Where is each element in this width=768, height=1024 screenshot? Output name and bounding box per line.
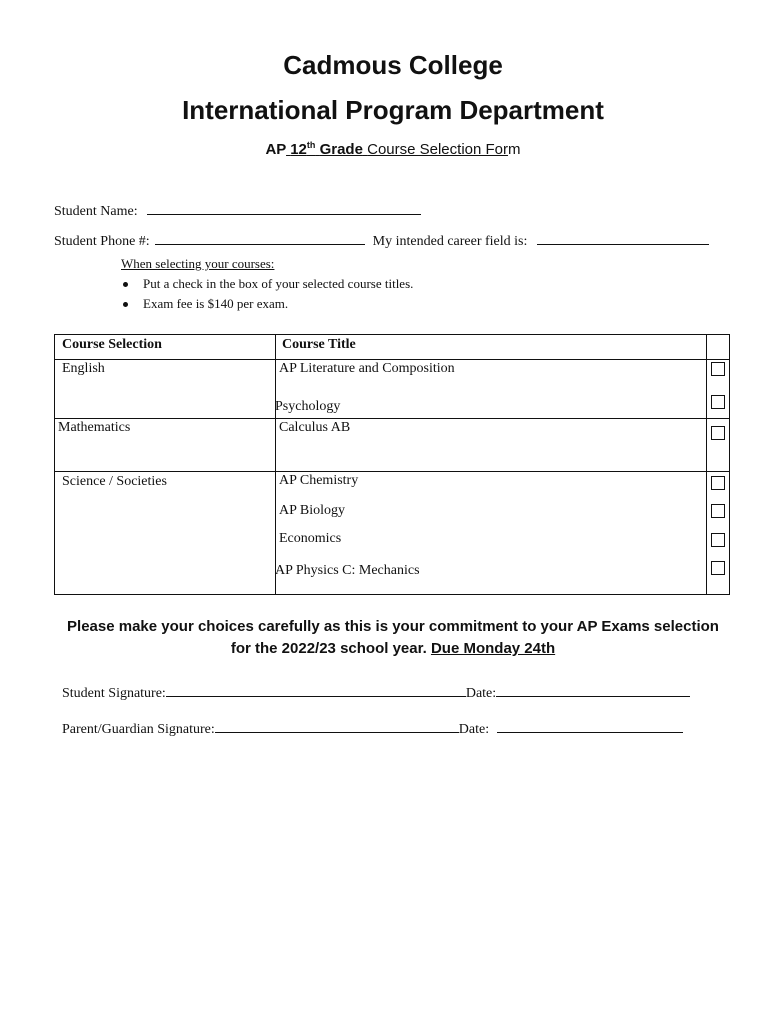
form-title-grade-word: Grade: [319, 141, 363, 158]
instructions: [121, 256, 413, 316]
student-phone-label: Student Phone #:: [54, 234, 150, 249]
student-signature-label: Student Signature:: [62, 686, 166, 701]
course-selection-table: [54, 334, 730, 595]
form-title-ap: AP: [265, 141, 287, 158]
course-title: AP Biology: [279, 503, 345, 518]
parent-signature-field[interactable]: [215, 718, 459, 733]
table-divider: [55, 418, 729, 419]
department-name: International Program Department: [182, 95, 604, 125]
student-name-label: Student Name:: [54, 204, 138, 219]
selection-english: English: [62, 361, 105, 376]
course-checkbox-ap-biology[interactable]: [711, 504, 725, 518]
commitment-notice: [0, 616, 768, 660]
course-title: Calculus AB: [279, 420, 351, 435]
course-checkbox-ap-chemistry[interactable]: [711, 476, 725, 490]
selection-mathematics: Mathematics: [58, 420, 131, 435]
form-title: [0, 140, 768, 158]
course-title: Economics: [279, 531, 342, 546]
career-field-input[interactable]: [537, 230, 709, 245]
header-course-selection: Course Selection: [62, 337, 162, 352]
career-field-label: My intended career field is:: [372, 234, 528, 249]
student-phone-row: [54, 230, 709, 250]
course-title: AP Physics C: Mechanics: [275, 563, 420, 578]
instructions-list: [121, 276, 413, 312]
form-title-course-selection: Course Selection For: [367, 141, 509, 158]
form-title-grade-number: 12: [290, 141, 307, 158]
course-title: AP Literature and Composition: [279, 361, 455, 376]
notice-line-1: Please make your choices carefully as this is your commitment to your AP Exams selection: [67, 618, 719, 635]
form-title-grade-suffix: th: [306, 140, 316, 150]
course-checkbox-calculus-ab[interactable]: [711, 426, 725, 440]
course-title: Psychology: [275, 399, 341, 414]
table-divider: [275, 335, 276, 594]
course-checkbox-psychology[interactable]: [711, 395, 725, 409]
student-date-field[interactable]: [496, 682, 690, 697]
course-checkbox-ap-physics[interactable]: [711, 561, 725, 575]
course-title: AP Chemistry: [279, 473, 359, 488]
course-checkbox-ap-literature[interactable]: [711, 362, 725, 376]
table-divider: [55, 359, 729, 360]
parent-signature-row: [62, 718, 683, 738]
parent-date-field[interactable]: [497, 718, 683, 733]
instruction-item: Put a check in the box of your selected course titles.: [143, 276, 414, 291]
course-checkbox-economics[interactable]: [711, 533, 725, 547]
table-divider: [706, 335, 707, 594]
student-name-field[interactable]: [147, 200, 421, 215]
college-name: Cadmous College: [283, 50, 503, 80]
table-divider: [55, 471, 729, 472]
student-name-row: [54, 200, 421, 220]
notice-school-year: for the 2022/23 school year.: [230, 640, 427, 657]
parent-signature-label: Parent/Guardian Signature:: [62, 722, 215, 737]
date-label: Date:: [458, 722, 490, 737]
student-signature-field[interactable]: [166, 682, 466, 697]
instructions-heading: When selecting your courses:: [121, 256, 275, 271]
student-signature-row: [62, 682, 690, 702]
form-title-end: m: [508, 141, 521, 158]
header-course-title: Course Title: [282, 337, 356, 352]
notice-line-2: [0, 638, 768, 660]
date-label: Date:: [465, 686, 497, 701]
student-phone-field[interactable]: [155, 230, 365, 245]
instruction-item: Exam fee is $140 per exam.: [143, 296, 413, 312]
due-date: Due Monday 24th: [430, 640, 556, 657]
selection-science-societies: Science / Societies: [62, 474, 167, 489]
